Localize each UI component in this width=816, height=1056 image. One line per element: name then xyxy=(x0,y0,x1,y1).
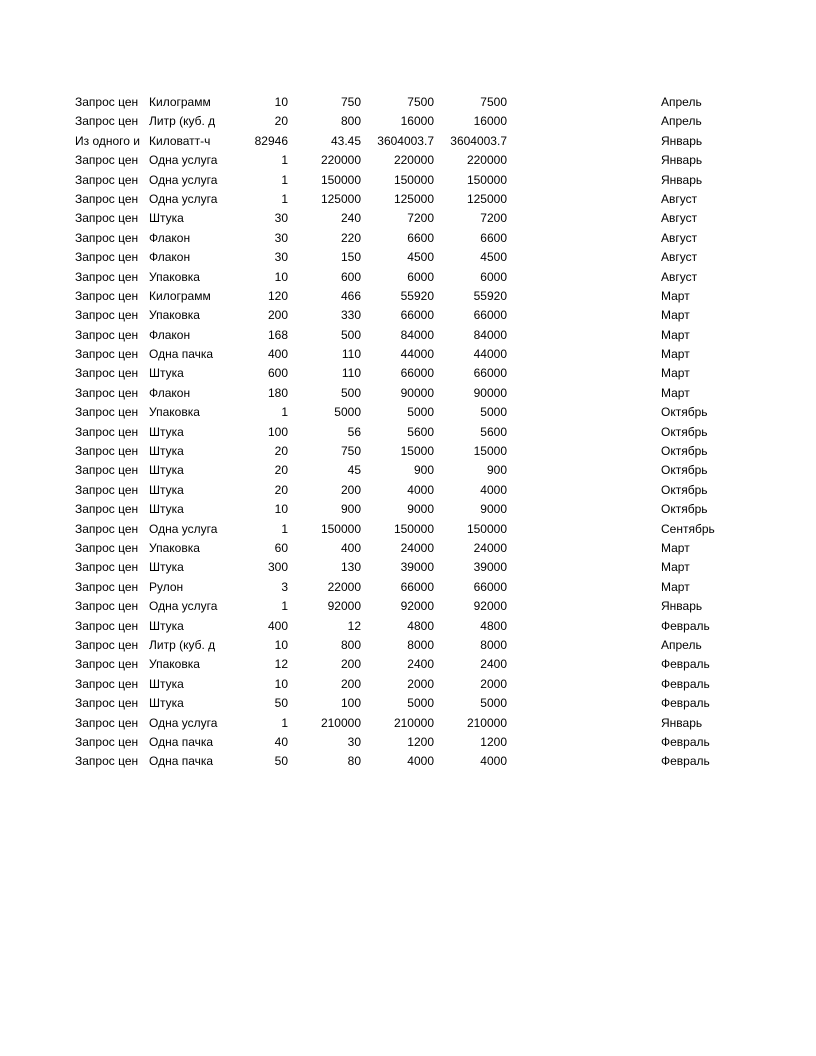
table-row xyxy=(0,442,816,461)
unit-cell: Килограмм xyxy=(149,95,211,109)
unit-cell: Штука xyxy=(149,424,184,439)
month-cell: Январь xyxy=(661,599,703,614)
total-amount-cell: 2400 xyxy=(407,657,434,672)
table-row xyxy=(0,287,816,306)
unit-price-cell: 150000 xyxy=(320,172,361,187)
table-row xyxy=(0,733,816,752)
table-row xyxy=(0,675,816,694)
table-row xyxy=(0,209,816,228)
total-amount-cell: 1200 xyxy=(407,734,434,749)
unit-cell: Штука xyxy=(149,696,184,711)
procurement-method-cell: Запрос цен xyxy=(75,366,139,381)
planned-amount-cell: 150000 xyxy=(466,172,507,187)
table-row xyxy=(0,248,816,267)
month-cell: Август xyxy=(661,269,698,284)
month-cell: Март xyxy=(661,347,690,362)
total-amount-cell: 5000 xyxy=(407,696,434,711)
procurement-method-cell: Запрос цен xyxy=(75,424,139,439)
procurement-method-cell: Запрос цен xyxy=(75,599,139,614)
planned-amount-cell: 4500 xyxy=(480,250,507,265)
table-row xyxy=(0,93,816,112)
procurement-method-cell: Запрос цен xyxy=(75,463,139,478)
unit-price-cell: 45 xyxy=(347,463,361,478)
unit-price-cell: 200 xyxy=(340,482,361,497)
planned-amount-cell: 3604003.7 xyxy=(450,133,507,148)
total-amount-cell: 55920 xyxy=(400,288,434,303)
procurement-method-cell: Запрос цен xyxy=(75,191,139,206)
total-amount-cell: 6000 xyxy=(407,269,434,284)
planned-amount-cell: 1200 xyxy=(480,734,507,749)
procurement-method-cell: Запрос цен xyxy=(75,482,139,497)
unit-price-cell: 210000 xyxy=(320,715,361,730)
table-row xyxy=(0,268,816,287)
table-row xyxy=(0,558,816,577)
month-cell: Апрель xyxy=(661,114,702,129)
month-cell: Март xyxy=(661,540,690,555)
planned-amount-cell: 39000 xyxy=(473,560,507,575)
planned-amount-cell: 220000 xyxy=(466,153,507,168)
unit-cell: Одна услуга xyxy=(149,599,218,614)
unit-cell: Киловатт-ч xyxy=(149,133,211,148)
planned-amount-cell: 24000 xyxy=(473,540,507,555)
unit-price-cell: 150000 xyxy=(320,521,361,536)
planned-amount-cell: 16000 xyxy=(473,114,507,129)
table-row xyxy=(0,423,816,442)
unit-cell: Флакон xyxy=(149,327,191,342)
quantity-cell: 40 xyxy=(274,734,288,749)
unit-price-cell: 130 xyxy=(340,560,361,575)
total-amount-cell: 220000 xyxy=(393,153,434,168)
unit-cell: Одна услуга xyxy=(149,521,218,536)
procurement-method-cell: Запрос цен xyxy=(75,288,139,303)
total-amount-cell: 24000 xyxy=(400,540,434,555)
quantity-cell: 1 xyxy=(281,715,288,730)
procurement-method-cell: Из одного и xyxy=(75,133,140,148)
planned-amount-cell: 90000 xyxy=(473,385,507,400)
month-cell: Март xyxy=(661,308,690,323)
unit-cell: Килограмм xyxy=(149,288,211,303)
unit-price-cell: 900 xyxy=(340,502,361,517)
unit-price-cell: 800 xyxy=(340,114,361,129)
month-cell: Август xyxy=(661,211,698,226)
quantity-cell: 180 xyxy=(267,385,288,400)
unit-cell: Штука xyxy=(149,618,184,633)
month-cell: Февраль xyxy=(661,754,710,769)
quantity-cell: 100 xyxy=(267,424,288,439)
table-row xyxy=(0,578,816,597)
quantity-cell: 50 xyxy=(274,696,288,711)
quantity-cell: 30 xyxy=(274,250,288,265)
unit-price-cell: 100 xyxy=(340,696,361,711)
total-amount-cell: 66000 xyxy=(400,308,434,323)
month-cell: Август xyxy=(661,230,698,245)
unit-cell: Одна пачка xyxy=(149,347,214,362)
procurement-method-cell: Запрос цен xyxy=(75,250,139,265)
month-cell: Январь xyxy=(661,715,703,730)
unit-price-cell: 240 xyxy=(340,211,361,226)
planned-amount-cell: 6600 xyxy=(480,230,507,245)
month-cell: Февраль xyxy=(661,618,710,633)
month-cell: Сентябрь xyxy=(661,521,715,536)
month-cell: Март xyxy=(661,327,690,342)
unit-price-cell: 750 xyxy=(340,444,361,459)
planned-amount-cell: 92000 xyxy=(473,599,507,614)
unit-price-cell: 800 xyxy=(340,637,361,652)
month-cell: Январь xyxy=(661,133,703,148)
quantity-cell: 600 xyxy=(267,366,288,381)
unit-cell: Штука xyxy=(149,676,184,691)
table-row xyxy=(0,636,816,655)
unit-price-cell: 56 xyxy=(347,424,361,439)
unit-cell: Одна услуга xyxy=(149,191,218,206)
planned-amount-cell: 7500 xyxy=(480,95,507,109)
table-row xyxy=(0,617,816,636)
quantity-cell: 82946 xyxy=(254,133,288,148)
month-cell: Октябрь xyxy=(661,444,708,459)
procurement-method-cell: Запрос цен xyxy=(75,211,139,226)
table-row xyxy=(0,326,816,345)
planned-amount-cell: 210000 xyxy=(466,715,507,730)
unit-cell: Упаковка xyxy=(149,269,200,284)
unit-price-cell: 110 xyxy=(341,366,361,381)
procurement-method-cell: Запрос цен xyxy=(75,308,139,323)
unit-price-cell: 150 xyxy=(340,250,361,265)
planned-amount-cell: 9000 xyxy=(480,502,507,517)
procurement-method-cell: Запрос цен xyxy=(75,579,139,594)
procurement-method-cell: Запрос цен xyxy=(75,540,139,555)
quantity-cell: 1 xyxy=(281,599,288,614)
unit-cell: Упаковка xyxy=(149,308,200,323)
table-row xyxy=(0,714,816,733)
unit-price-cell: 30 xyxy=(347,734,361,749)
unit-price-cell: 200 xyxy=(340,657,361,672)
unit-cell: Флакон xyxy=(149,230,191,245)
unit-cell: Штука xyxy=(149,560,184,575)
planned-amount-cell: 66000 xyxy=(473,308,507,323)
unit-price-cell: 80 xyxy=(347,754,361,769)
unit-cell: Одна пачка xyxy=(149,734,214,749)
planned-amount-cell: 6000 xyxy=(480,269,507,284)
total-amount-cell: 4000 xyxy=(407,482,434,497)
planned-amount-cell: 7200 xyxy=(480,211,507,226)
month-cell: Январь xyxy=(661,172,703,187)
procurement-method-cell: Запрос цен xyxy=(75,637,139,652)
procurement-method-cell: Запрос цен xyxy=(75,405,139,420)
total-amount-cell: 150000 xyxy=(393,521,434,536)
planned-amount-cell: 44000 xyxy=(473,347,507,362)
procurement-method-cell: Запрос цен xyxy=(75,618,139,633)
table-row xyxy=(0,403,816,422)
month-cell: Март xyxy=(661,579,690,594)
unit-price-cell: 600 xyxy=(340,269,361,284)
total-amount-cell: 2000 xyxy=(407,676,434,691)
planned-amount-cell: 5600 xyxy=(480,424,507,439)
procurement-method-cell: Запрос цен xyxy=(75,715,139,730)
table-row xyxy=(0,481,816,500)
unit-price-cell: 5000 xyxy=(334,405,361,420)
unit-price-cell: 500 xyxy=(340,385,361,400)
procurement-method-cell: Запрос цен xyxy=(75,385,139,400)
spreadsheet-table xyxy=(0,93,816,772)
total-amount-cell: 3604003.7 xyxy=(377,133,434,148)
table-row xyxy=(0,384,816,403)
unit-cell: Упаковка xyxy=(149,405,200,420)
planned-amount-cell: 125000 xyxy=(466,191,507,206)
total-amount-cell: 44000 xyxy=(400,347,434,362)
table-row xyxy=(0,132,816,151)
unit-price-cell: 330 xyxy=(340,308,361,323)
unit-cell: Флакон xyxy=(149,385,191,400)
quantity-cell: 20 xyxy=(274,444,288,459)
procurement-method-cell: Запрос цен xyxy=(75,521,139,536)
unit-cell: Одна услуга xyxy=(149,715,218,730)
month-cell: Август xyxy=(661,250,698,265)
planned-amount-cell: 66000 xyxy=(473,579,507,594)
procurement-method-cell: Запрос цен xyxy=(75,230,139,245)
total-amount-cell: 900 xyxy=(413,463,434,478)
table-row xyxy=(0,171,816,190)
planned-amount-cell: 2000 xyxy=(480,676,507,691)
unit-price-cell: 466 xyxy=(340,288,361,303)
unit-cell: Одна услуга xyxy=(149,153,218,168)
month-cell: Февраль xyxy=(661,676,710,691)
table-row xyxy=(0,752,816,771)
quantity-cell: 168 xyxy=(267,327,288,342)
month-cell: Январь xyxy=(661,153,703,168)
unit-price-cell: 500 xyxy=(340,327,361,342)
quantity-cell: 1 xyxy=(281,191,288,206)
unit-price-cell: 22000 xyxy=(327,579,361,594)
unit-price-cell: 220 xyxy=(340,230,361,245)
quantity-cell: 400 xyxy=(267,347,288,362)
procurement-method-cell: Запрос цен xyxy=(75,114,139,129)
procurement-method-cell: Запрос цен xyxy=(75,676,139,691)
table-row xyxy=(0,306,816,325)
month-cell: Февраль xyxy=(661,734,710,749)
quantity-cell: 1 xyxy=(281,172,288,187)
planned-amount-cell: 66000 xyxy=(473,366,507,381)
procurement-method-cell: Запрос цен xyxy=(75,153,139,168)
unit-cell: Флакон xyxy=(149,250,191,265)
planned-amount-cell: 900 xyxy=(486,463,507,478)
total-amount-cell: 5600 xyxy=(407,424,434,439)
quantity-cell: 20 xyxy=(274,482,288,497)
month-cell: Октябрь xyxy=(661,502,708,517)
procurement-method-cell: Запрос цен xyxy=(75,444,139,459)
procurement-method-cell: Запрос цен xyxy=(75,95,139,109)
quantity-cell: 10 xyxy=(274,502,288,517)
quantity-cell: 400 xyxy=(267,618,288,633)
month-cell: Февраль xyxy=(661,696,710,711)
unit-cell: Штука xyxy=(149,366,184,381)
quantity-cell: 30 xyxy=(274,211,288,226)
total-amount-cell: 4800 xyxy=(407,618,434,633)
month-cell: Февраль xyxy=(661,657,710,672)
table-row xyxy=(0,345,816,364)
quantity-cell: 10 xyxy=(274,269,288,284)
unit-price-cell: 92000 xyxy=(327,599,361,614)
unit-cell: Рулон xyxy=(149,579,184,594)
planned-amount-cell: 4000 xyxy=(480,482,507,497)
unit-price-cell: 200 xyxy=(340,676,361,691)
total-amount-cell: 4000 xyxy=(407,754,434,769)
month-cell: Октябрь xyxy=(661,463,708,478)
unit-cell: Упаковка xyxy=(149,540,200,555)
procurement-method-cell: Запрос цен xyxy=(75,347,139,362)
procurement-method-cell: Запрос цен xyxy=(75,560,139,575)
total-amount-cell: 84000 xyxy=(400,327,434,342)
total-amount-cell: 15000 xyxy=(400,444,434,459)
month-cell: Март xyxy=(661,560,690,575)
total-amount-cell: 39000 xyxy=(400,560,434,575)
table-row xyxy=(0,190,816,209)
planned-amount-cell: 2400 xyxy=(480,657,507,672)
procurement-method-cell: Запрос цен xyxy=(75,172,139,187)
table-row xyxy=(0,229,816,248)
unit-cell: Одна пачка xyxy=(149,754,214,769)
unit-cell: Штука xyxy=(149,463,184,478)
quantity-cell: 12 xyxy=(274,657,288,672)
planned-amount-cell: 150000 xyxy=(466,521,507,536)
total-amount-cell: 150000 xyxy=(393,172,434,187)
table-row xyxy=(0,520,816,539)
quantity-cell: 200 xyxy=(267,308,288,323)
month-cell: Октябрь xyxy=(661,405,708,420)
unit-cell: Литр (куб. д xyxy=(149,637,216,652)
unit-cell: Упаковка xyxy=(149,657,200,672)
table-row xyxy=(0,597,816,616)
total-amount-cell: 90000 xyxy=(400,385,434,400)
unit-cell: Штука xyxy=(149,211,184,226)
quantity-cell: 30 xyxy=(274,230,288,245)
table-row xyxy=(0,112,816,131)
total-amount-cell: 4500 xyxy=(407,250,434,265)
month-cell: Октябрь xyxy=(661,482,708,497)
unit-price-cell: 400 xyxy=(340,540,361,555)
month-cell: Март xyxy=(661,366,690,381)
planned-amount-cell: 15000 xyxy=(473,444,507,459)
planned-amount-cell: 4800 xyxy=(480,618,507,633)
unit-price-cell: 12 xyxy=(347,618,361,633)
procurement-method-cell: Запрос цен xyxy=(75,696,139,711)
total-amount-cell: 6600 xyxy=(407,230,434,245)
month-cell: Август xyxy=(661,191,698,206)
quantity-cell: 300 xyxy=(267,560,288,575)
table-row xyxy=(0,461,816,480)
unit-price-cell: 220000 xyxy=(320,153,361,168)
procurement-method-cell: Запрос цен xyxy=(75,734,139,749)
total-amount-cell: 8000 xyxy=(407,637,434,652)
planned-amount-cell: 8000 xyxy=(480,637,507,652)
month-cell: Март xyxy=(661,288,690,303)
total-amount-cell: 92000 xyxy=(400,599,434,614)
procurement-method-cell: Запрос цен xyxy=(75,502,139,517)
unit-cell: Штука xyxy=(149,502,184,517)
quantity-cell: 1 xyxy=(281,521,288,536)
quantity-cell: 10 xyxy=(274,95,288,109)
quantity-cell: 3 xyxy=(281,579,288,594)
quantity-cell: 10 xyxy=(274,676,288,691)
unit-price-cell: 43.45 xyxy=(330,133,361,148)
procurement-method-cell: Запрос цен xyxy=(75,754,139,769)
quantity-cell: 20 xyxy=(274,114,288,129)
total-amount-cell: 210000 xyxy=(393,715,434,730)
planned-amount-cell: 84000 xyxy=(473,327,507,342)
table-row xyxy=(0,364,816,383)
total-amount-cell: 16000 xyxy=(400,114,434,129)
month-cell: Апрель xyxy=(661,95,702,109)
quantity-cell: 1 xyxy=(281,153,288,168)
quantity-cell: 20 xyxy=(274,463,288,478)
unit-cell: Штука xyxy=(149,482,184,497)
unit-cell: Штука xyxy=(149,444,184,459)
table-row xyxy=(0,539,816,558)
quantity-cell: 120 xyxy=(267,288,288,303)
unit-cell: Литр (куб. д xyxy=(149,114,216,129)
quantity-cell: 1 xyxy=(281,405,288,420)
month-cell: Октябрь xyxy=(661,424,708,439)
unit-price-cell: 750 xyxy=(340,95,361,109)
total-amount-cell: 5000 xyxy=(407,405,434,420)
total-amount-cell: 125000 xyxy=(393,191,434,206)
procurement-method-cell: Запрос цен xyxy=(75,269,139,284)
planned-amount-cell: 5000 xyxy=(480,405,507,420)
quantity-cell: 60 xyxy=(274,540,288,555)
total-amount-cell: 7200 xyxy=(407,211,434,226)
quantity-cell: 10 xyxy=(274,637,288,652)
unit-price-cell: 125000 xyxy=(320,191,361,206)
month-cell: Апрель xyxy=(661,637,702,652)
table-row xyxy=(0,500,816,519)
total-amount-cell: 7500 xyxy=(407,95,434,109)
planned-amount-cell: 5000 xyxy=(480,696,507,711)
planned-amount-cell: 4000 xyxy=(480,754,507,769)
total-amount-cell: 66000 xyxy=(400,366,434,381)
procurement-method-cell: Запрос цен xyxy=(75,657,139,672)
total-amount-cell: 66000 xyxy=(400,579,434,594)
unit-cell: Одна услуга xyxy=(149,172,218,187)
quantity-cell: 50 xyxy=(274,754,288,769)
table-row xyxy=(0,655,816,674)
table-row xyxy=(0,151,816,170)
month-cell: Март xyxy=(661,385,690,400)
procurement-method-cell: Запрос цен xyxy=(75,327,139,342)
total-amount-cell: 9000 xyxy=(407,502,434,517)
table-row xyxy=(0,694,816,713)
unit-price-cell: 110 xyxy=(341,347,361,362)
planned-amount-cell: 55920 xyxy=(473,288,507,303)
